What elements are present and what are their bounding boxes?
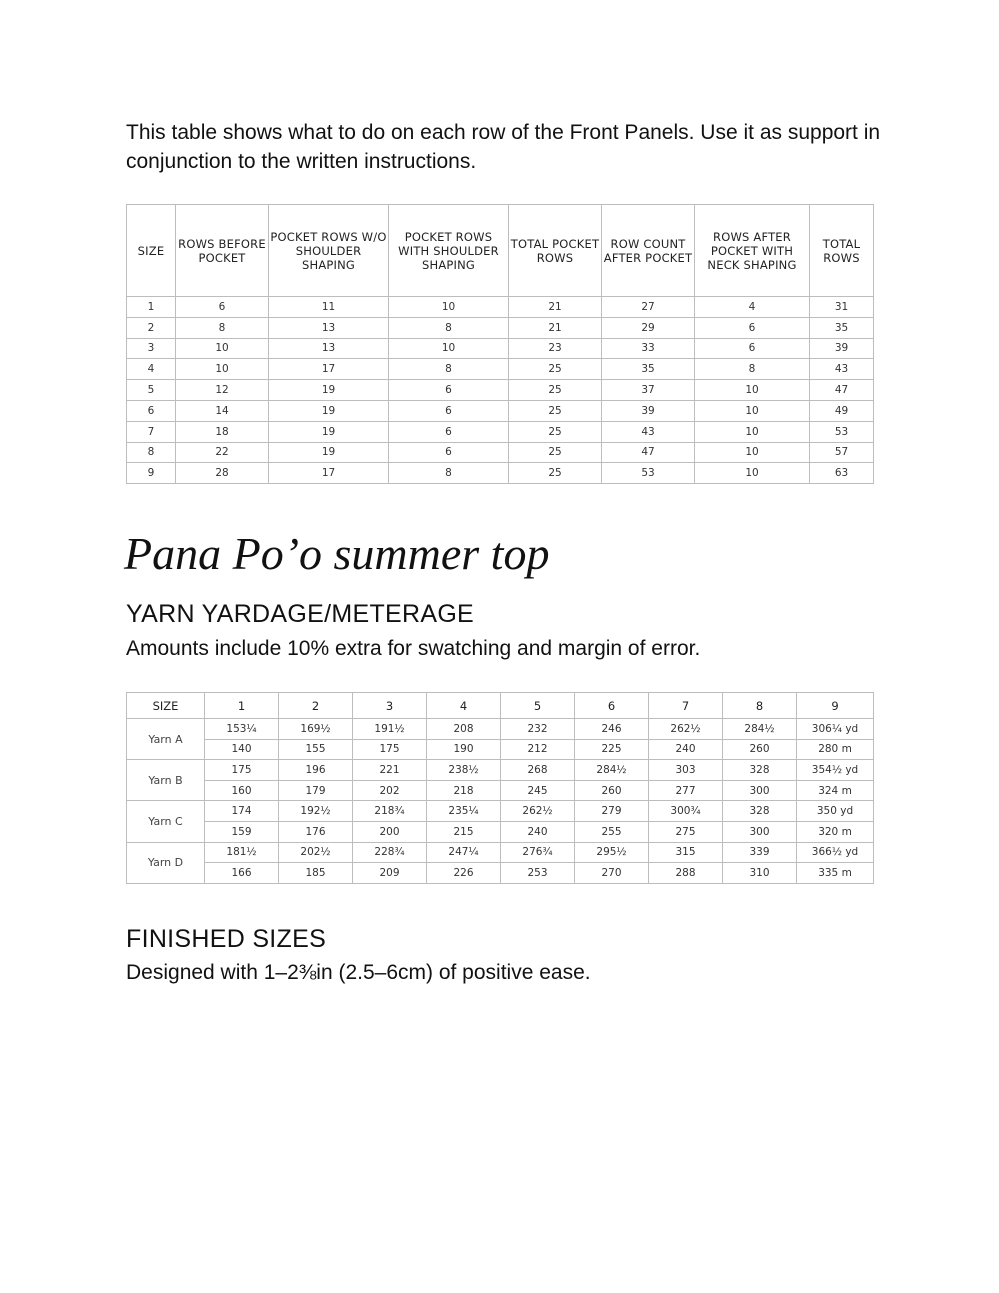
table-cell: 17 [269,463,389,484]
table-cell: 245 [501,780,575,801]
table-cell: 208 [427,719,501,740]
table-cell: 33 [602,338,695,359]
table-cell: 6 [127,400,176,421]
table-cell: 366½ yd [797,842,874,863]
table-cell: 276¾ [501,842,575,863]
table-cell: 324 m [797,780,874,801]
intro-text: This table shows what to do on each row of the Front Panels. Use it as support in conjunction to the written instructions. [126,121,881,173]
table-row [127,421,874,442]
table-cell: 25 [509,400,602,421]
column-header: 3 [353,693,427,719]
table-cell: 10 [695,380,810,401]
table-cell: 14 [176,400,269,421]
table-cell: 8 [389,463,509,484]
table-cell: 6 [389,421,509,442]
table-cell: 247¼ [427,842,501,863]
table-cell: 262½ [649,719,723,740]
table-cell: 255 [575,821,649,842]
table-cell: 202½ [279,842,353,863]
column-header: ROWS AFTER POCKET WITH NECK SHAPING [695,205,810,297]
table-cell: 4 [695,297,810,318]
table-cell: 339 [723,842,797,863]
table-cell: 284½ [723,719,797,740]
table-cell: 240 [501,821,575,842]
table-cell: 260 [575,780,649,801]
table-row [127,780,874,801]
table-cell: 4 [127,359,176,380]
table-cell: 175 [353,739,427,760]
table-cell: 9 [127,463,176,484]
table-cell: 25 [509,463,602,484]
table-cell: 160 [205,780,279,801]
table-cell: 53 [810,421,874,442]
table-cell: 280 m [797,739,874,760]
finished-sizes-note: Designed with 1–2⅜in (2.5–6cm) of positive ease. [126,961,591,984]
table-cell: 21 [509,317,602,338]
table-cell: 328 [723,801,797,822]
table-cell: 6 [389,442,509,463]
table-cell: 10 [695,400,810,421]
table-cell: 18 [176,421,269,442]
table-cell: 11 [269,297,389,318]
table-cell: 226 [427,863,501,884]
table-row [127,719,874,740]
table-cell: 169½ [279,719,353,740]
table-cell: 49 [810,400,874,421]
table-cell: 21 [509,297,602,318]
yarn-name-cell: Yarn A [127,719,205,760]
table-cell: 43 [810,359,874,380]
table-cell: 238½ [427,760,501,781]
table-cell: 10 [389,297,509,318]
table-cell: 209 [353,863,427,884]
table-cell: 300¾ [649,801,723,822]
table-cell: 232 [501,719,575,740]
table-cell: 225 [575,739,649,760]
table-cell: 200 [353,821,427,842]
table-body [127,297,874,484]
table-cell: 19 [269,400,389,421]
table-cell: 47 [602,442,695,463]
table-cell: 350 yd [797,801,874,822]
table-row [127,739,874,760]
table-cell: 320 m [797,821,874,842]
table-cell: 35 [810,317,874,338]
table-cell: 47 [810,380,874,401]
table-body [127,719,874,884]
table-cell: 19 [269,380,389,401]
table-row [127,801,874,822]
table-cell: 6 [389,400,509,421]
yarn-yardage-table [126,692,874,884]
table-cell: 174 [205,801,279,822]
table-row [127,359,874,380]
table-cell: 10 [695,421,810,442]
pattern-title: Pana Po’o summer top [124,528,550,579]
table-cell: 19 [269,442,389,463]
column-header: POCKET ROWS W/O SHOULDER SHAPING [269,205,389,297]
yarn-name-cell: Yarn D [127,842,205,883]
column-header: 9 [797,693,874,719]
column-header: POCKET ROWS WITH SHOULDER SHAPING [389,205,509,297]
yarn-heading: YARN YARDAGE/METERAGE [126,600,475,628]
table-cell: 6 [695,338,810,359]
table-cell: 288 [649,863,723,884]
table-cell: 185 [279,863,353,884]
table-cell: 202 [353,780,427,801]
table-cell: 328 [723,760,797,781]
table-cell: 300 [723,780,797,801]
table-cell: 25 [509,421,602,442]
table-cell: 29 [602,317,695,338]
table-cell: 190 [427,739,501,760]
table-cell: 8 [176,317,269,338]
table-cell: 295½ [575,842,649,863]
column-header: 8 [723,693,797,719]
column-header: ROWS BEFORE POCKET [176,205,269,297]
column-header: TOTAL POCKET ROWS [509,205,602,297]
finished-sizes-heading: FINISHED SIZES [126,925,327,953]
table-row [127,842,874,863]
table-cell: 212 [501,739,575,760]
table-cell: 28 [176,463,269,484]
table-cell: 2 [127,317,176,338]
column-header: 6 [575,693,649,719]
table-cell: 215 [427,821,501,842]
table-cell: 303 [649,760,723,781]
column-header: SIZE [127,205,176,297]
table-cell: 354½ yd [797,760,874,781]
table-cell: 25 [509,442,602,463]
yarn-name-cell: Yarn B [127,760,205,801]
column-header: 5 [501,693,575,719]
table-cell: 181½ [205,842,279,863]
table-cell: 6 [176,297,269,318]
table-cell: 218 [427,780,501,801]
table-cell: 270 [575,863,649,884]
table-cell: 310 [723,863,797,884]
table-cell: 13 [269,317,389,338]
table-cell: 315 [649,842,723,863]
table-cell: 153¼ [205,719,279,740]
table-cell: 8 [389,317,509,338]
table-cell: 240 [649,739,723,760]
table-cell: 6 [389,380,509,401]
table-cell: 159 [205,821,279,842]
table-cell: 140 [205,739,279,760]
table-cell: 166 [205,863,279,884]
table-cell: 8 [389,359,509,380]
table-cell: 10 [389,338,509,359]
table-cell: 3 [127,338,176,359]
table-cell: 35 [602,359,695,380]
table-cell: 57 [810,442,874,463]
column-header: 7 [649,693,723,719]
yarn-note: Amounts include 10% extra for swatching and margin of error. [126,637,701,660]
table-row [127,338,874,359]
table-cell: 6 [695,317,810,338]
table-cell: 10 [695,442,810,463]
table-cell: 8 [695,359,810,380]
front-panel-rows-table [126,204,874,484]
table-cell: 235¼ [427,801,501,822]
table-cell: 268 [501,760,575,781]
table-cell: 228¾ [353,842,427,863]
table-cell: 10 [176,338,269,359]
table-cell: 275 [649,821,723,842]
table-row [127,380,874,401]
table-row [127,400,874,421]
column-header: 4 [427,693,501,719]
table-row [127,442,874,463]
table-cell: 284½ [575,760,649,781]
table-cell: 7 [127,421,176,442]
column-header: 1 [205,693,279,719]
table-cell: 31 [810,297,874,318]
table-cell: 10 [176,359,269,380]
table-cell: 5 [127,380,176,401]
table-row [127,317,874,338]
table-cell: 300 [723,821,797,842]
column-header: 2 [279,693,353,719]
table-row [127,863,874,884]
table-cell: 39 [602,400,695,421]
table-cell: 13 [269,338,389,359]
column-header: ROW COUNT AFTER POCKET [602,205,695,297]
table-cell: 53 [602,463,695,484]
table-cell: 192½ [279,801,353,822]
table-cell: 246 [575,719,649,740]
table-cell: 176 [279,821,353,842]
table-cell: 25 [509,380,602,401]
table-cell: 306¼ yd [797,719,874,740]
table-cell: 221 [353,760,427,781]
table-cell: 22 [176,442,269,463]
table-cell: 63 [810,463,874,484]
table-cell: 8 [127,442,176,463]
table-cell: 260 [723,739,797,760]
yarn-name-cell: Yarn C [127,801,205,842]
table-row [127,821,874,842]
table-header-row [127,205,874,297]
table-cell: 12 [176,380,269,401]
table-cell: 155 [279,739,353,760]
table-cell: 218¾ [353,801,427,822]
column-header: TOTAL ROWS [810,205,874,297]
table-cell: 175 [205,760,279,781]
table-row [127,760,874,781]
table-cell: 23 [509,338,602,359]
table-cell: 196 [279,760,353,781]
table-cell: 179 [279,780,353,801]
table-cell: 277 [649,780,723,801]
table-cell: 19 [269,421,389,442]
table-row [127,297,874,318]
table-cell: 17 [269,359,389,380]
table-cell: 39 [810,338,874,359]
column-header: SIZE [127,693,205,719]
table-cell: 10 [695,463,810,484]
table-cell: 37 [602,380,695,401]
table-cell: 25 [509,359,602,380]
table-header-row [127,693,874,719]
table-row [127,463,874,484]
table-cell: 335 m [797,863,874,884]
table-cell: 43 [602,421,695,442]
table-cell: 1 [127,297,176,318]
table-cell: 253 [501,863,575,884]
table-cell: 262½ [501,801,575,822]
table-cell: 191½ [353,719,427,740]
table-cell: 279 [575,801,649,822]
table-cell: 27 [602,297,695,318]
